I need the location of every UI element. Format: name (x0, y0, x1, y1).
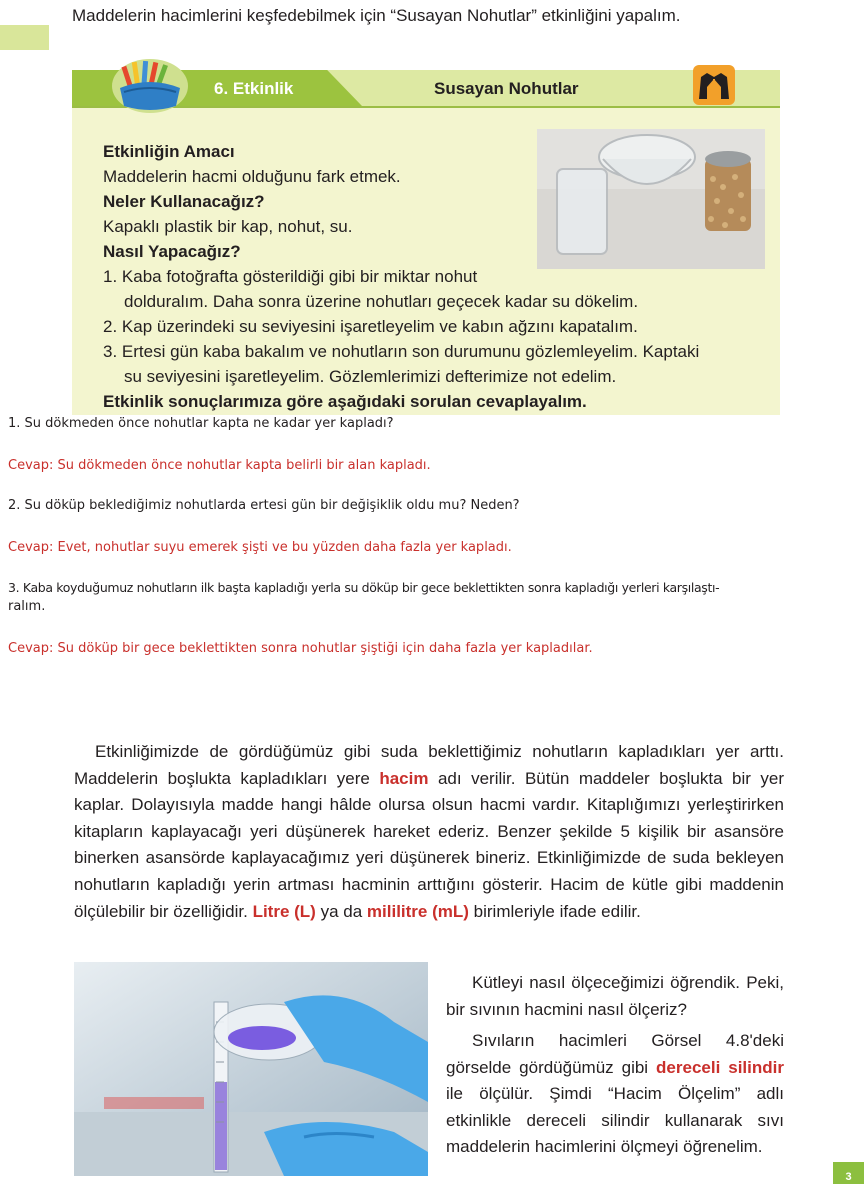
question-3-cont: ralım. (8, 599, 46, 614)
term-litre: Litre (L) (252, 901, 316, 921)
materials-heading: Neler Kullanacağız? (103, 192, 265, 211)
step-3-line-2: su seviyesini işaretleyelim. Gözlemlerimizi defterimize not edelim. (124, 367, 617, 386)
margin-tab (0, 25, 49, 50)
aim-heading: Etkinliğin Amacı (103, 142, 235, 161)
materials-text: Kapaklı plastik bir kap, nohut, su. (103, 217, 353, 236)
aim-text: Maddelerin hacmi olduğunu fark etmek. (103, 167, 401, 186)
step-3-line-1: 3. Ertesi gün kaba bakalım ve nohutların son durumunu gözlemleyelim. Kaptaki (103, 342, 700, 361)
term-milliliter: mililitre (mL) (366, 901, 469, 921)
step-1-line-1: 1. Kaba fotoğrafta gösterildiği gibi bir miktar nohut (103, 267, 478, 286)
side-paragraph-1: Kütleyi nasıl ölçeceğimizi öğrendik. Peki, bir sıvının hacmini nasıl ölçeriz? (446, 973, 784, 1019)
lab-coat-icon (693, 65, 735, 105)
activity-title: Susayan Nohutlar (434, 79, 579, 98)
activity-number: 6. Etkinlik (214, 79, 294, 98)
results-heading: Etkinlik sonuçlarımıza göre aşağıdaki sorulan cevaplayalım. (103, 392, 587, 411)
answer-2: Cevap: Evet, nohutlar suyu emerek şişti ve bu yüzden daha fazla yer kapladı. (8, 540, 512, 555)
method-heading: Nasıl Yapacağız? (103, 242, 241, 261)
volume-paragraph: Etkinliğimizde de gördüğümüz gibi suda beklettiğimiz nohutların kapladıkları yer arttı. Maddelerin boşlukta kapladıkları yere hacim adı verilir. Bütün maddeler boşlukta bir yer kaplar. Dolayısıyla madde hangi hâlde olursa olsun hacmi vardır. Kitaplığımızı yerleştirirken kitapların kaplayacağı yeri düşünerek hareket ederiz. Benzer şekilde 5 kişilik bir asansöre binerken asansörde kaplayacağımız yeri düşünerek bineriz. Etkinliğimizde de suda bekleyen nohutların kapladığı yerin artması hacminin arttığını gösterir. Hacim de kütle gibi maddenin ölçülebilir bir özelliğidir. Litre (L) ya da mililitre (mL) birimleriyle ifade edilir. (74, 742, 784, 921)
question-2: 2. Su döküp beklediğimiz nohutlarda ertesi gün bir değişiklik oldu mu? Neden? (8, 498, 520, 513)
activity-photo (537, 129, 765, 269)
intro-line: Maddelerin hacimlerini keşfedebilmek için “Susayan Nohutlar” etkinliğini yapalım. (72, 6, 681, 25)
step-2-line-1: 2. Kap üzerindeki su seviyesini işaretleyelim ve kabın ağzını kapatalım. (103, 317, 638, 336)
question-1: 1. Su dökmeden önce nohutlar kapta ne kadar yer kapladı? (8, 416, 394, 431)
answer-3: Cevap: Su döküp bir gece beklettikten sonra nohutlar şiştiği için daha fazla yer kapladılar. (8, 641, 593, 656)
side-paragraph-2: Sıvıların hacimleri Görsel 4.8'deki görselde gördüğümüz gibi dereceli silindir ile ölçülür. Şimdi “Hacim Ölçelim” adlı etkinlikle dereceli silindir kullanarak sıvı maddelerin hacimlerini ölçmeyi öğrenelim. (446, 1031, 784, 1157)
step-1-line-2: dolduralım. Daha sonra üzerine nohutları geçecek kadar su dökelim. (124, 292, 639, 311)
pencil-case-icon (110, 56, 190, 114)
answer-1: Cevap: Su dökmeden önce nohutlar kapta belirli bir alan kapladı. (8, 458, 431, 473)
question-3: 3. Kaba koyduğumuz nohutların ilk başta kapladığı yerla su döküp bir gece beklettikten sonra kapladığı yerleri karşılaştı- (8, 580, 720, 595)
term-graduated-cylinder: dereceli silindir (656, 1057, 784, 1077)
page-number: 3 (833, 1162, 864, 1184)
term-volume: hacim (379, 768, 429, 788)
graduated-cylinder-photo (74, 962, 428, 1176)
